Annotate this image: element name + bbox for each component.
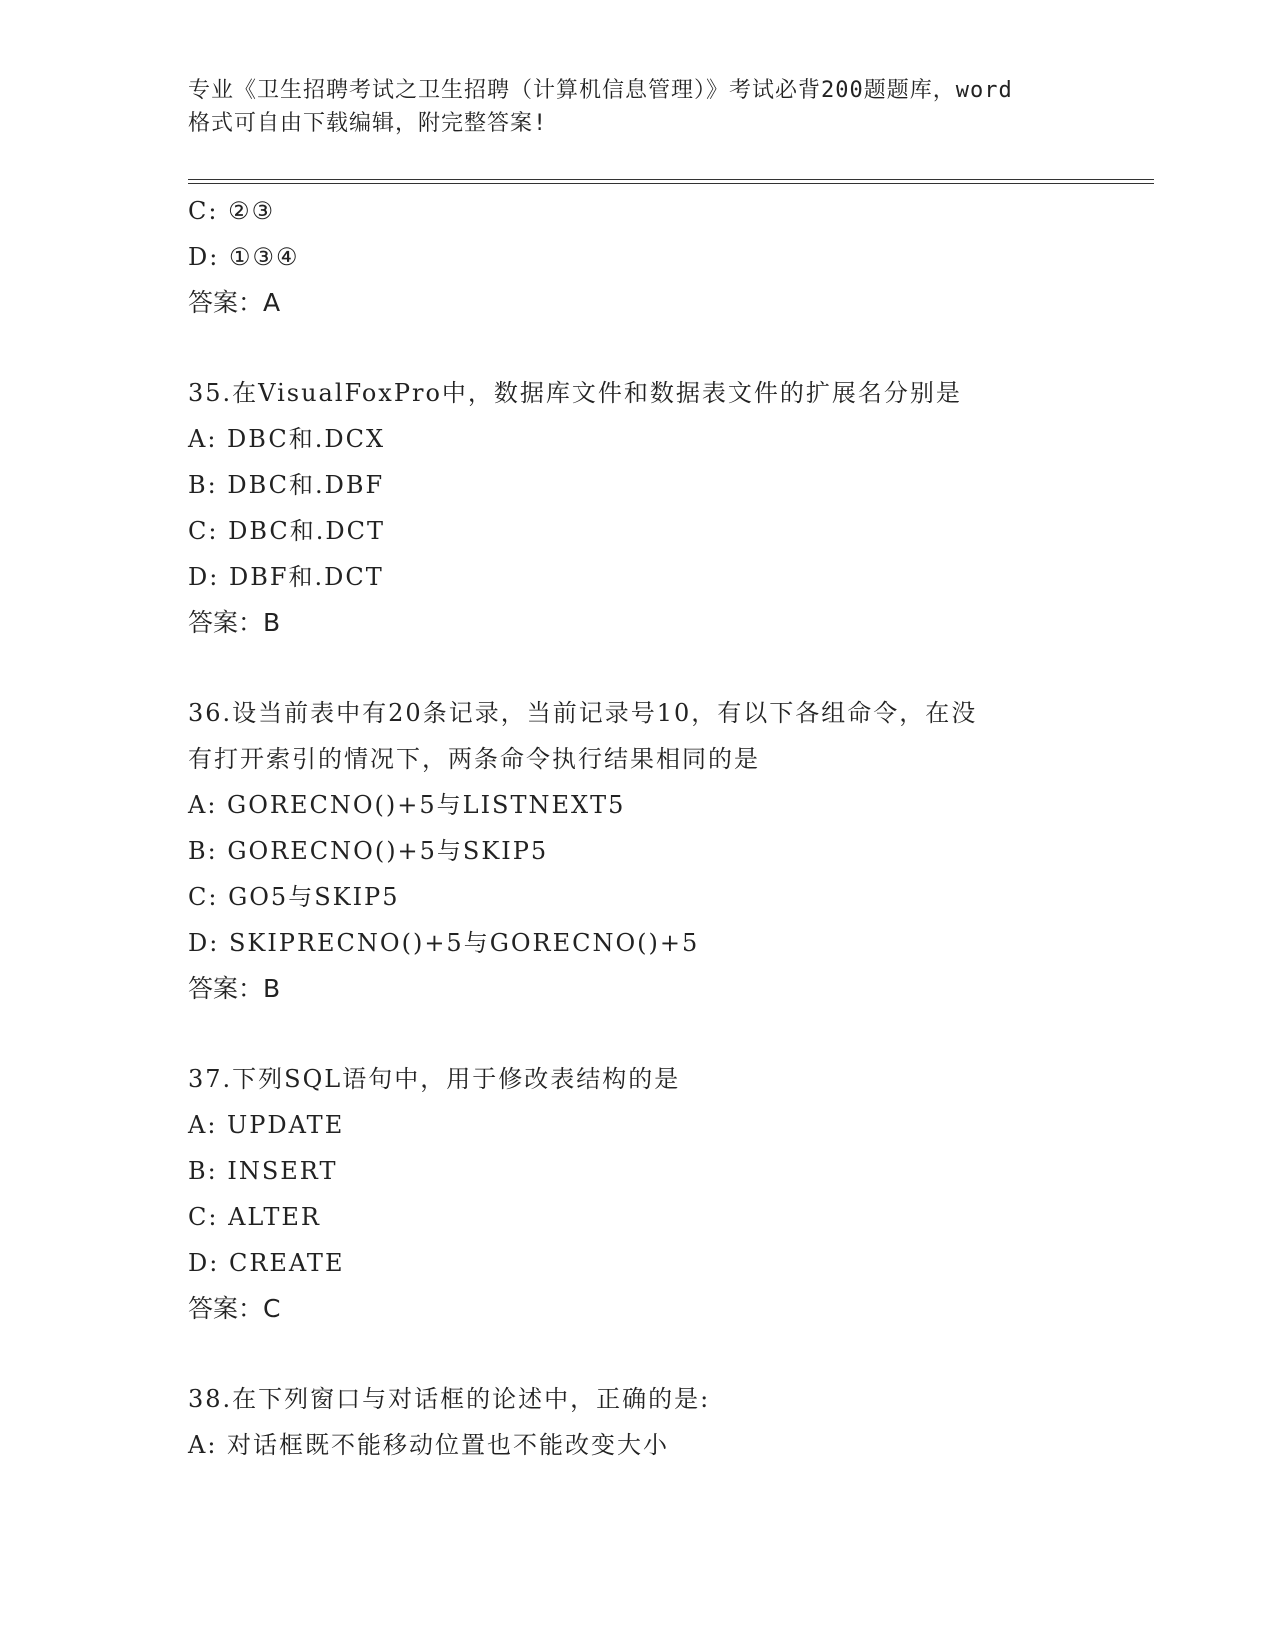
option-d: D: ①③④ [188,243,300,271]
question-list [188,188,1088,1468]
answer-label: 答案：C [188,1294,281,1323]
option-d: D: DBF和.DCT [188,563,384,591]
option-c: C: DBC和.DCT [188,517,386,545]
spacer [188,1012,1088,1056]
question-block-38 [188,1376,1088,1468]
question-text: 38.在下列窗口与对话框的论述中，正确的是: [188,1385,711,1413]
answer-label: 答案：B [188,974,281,1003]
option-a: A: DBC和.DCX [188,425,386,453]
question-text-line-1: 36.设当前表中有20条记录，当前记录号10，有以下各组命令，在没 [188,699,978,727]
question-block-35 [188,370,1088,646]
option-a: A: 对话框既不能移动位置也不能改变大小 [188,1431,670,1459]
spacer [188,326,1088,370]
option-c: C: GO5与SKIP5 [188,883,400,911]
header-line-2: 格式可自由下载编辑，附完整答案! [188,111,548,136]
spacer [188,1332,1088,1376]
option-b: B: INSERT [188,1157,338,1185]
option-b: B: GORECNO()+5与SKIP5 [188,837,549,865]
option-b: B: DBC和.DBF [188,471,385,499]
question-block-37 [188,1056,1088,1332]
document-header [188,74,1088,140]
option-c: C: ②③ [188,197,276,225]
header-rule-top [188,179,1154,180]
option-c: C: ALTER [188,1203,321,1231]
option-d: D: SKIPRECNO()+5与GORECNO()+5 [188,929,700,957]
question-block-prev [188,188,1088,326]
answer-label: 答案：A [188,288,281,317]
spacer [188,646,1088,690]
option-d: D: CREATE [188,1249,345,1277]
question-text: 37.下列SQL语句中，用于修改表结构的是 [188,1065,681,1093]
answer-label: 答案：B [188,608,281,637]
header-rule-bottom [188,183,1154,184]
option-a: A: UPDATE [188,1111,345,1139]
header-line-1: 专业《卫生招聘考试之卫生招聘（计算机信息管理）》考试必背200题题库，word [188,78,1013,103]
question-text: 35.在VisualFoxPro中，数据库文件和数据表文件的扩展名分别是 [188,379,962,407]
question-block-36 [188,690,1088,1012]
option-a: A: GORECNO()+5与LISTNEXT5 [188,791,626,819]
question-text-line-2: 有打开索引的情况下，两条命令执行结果相同的是 [188,745,760,773]
